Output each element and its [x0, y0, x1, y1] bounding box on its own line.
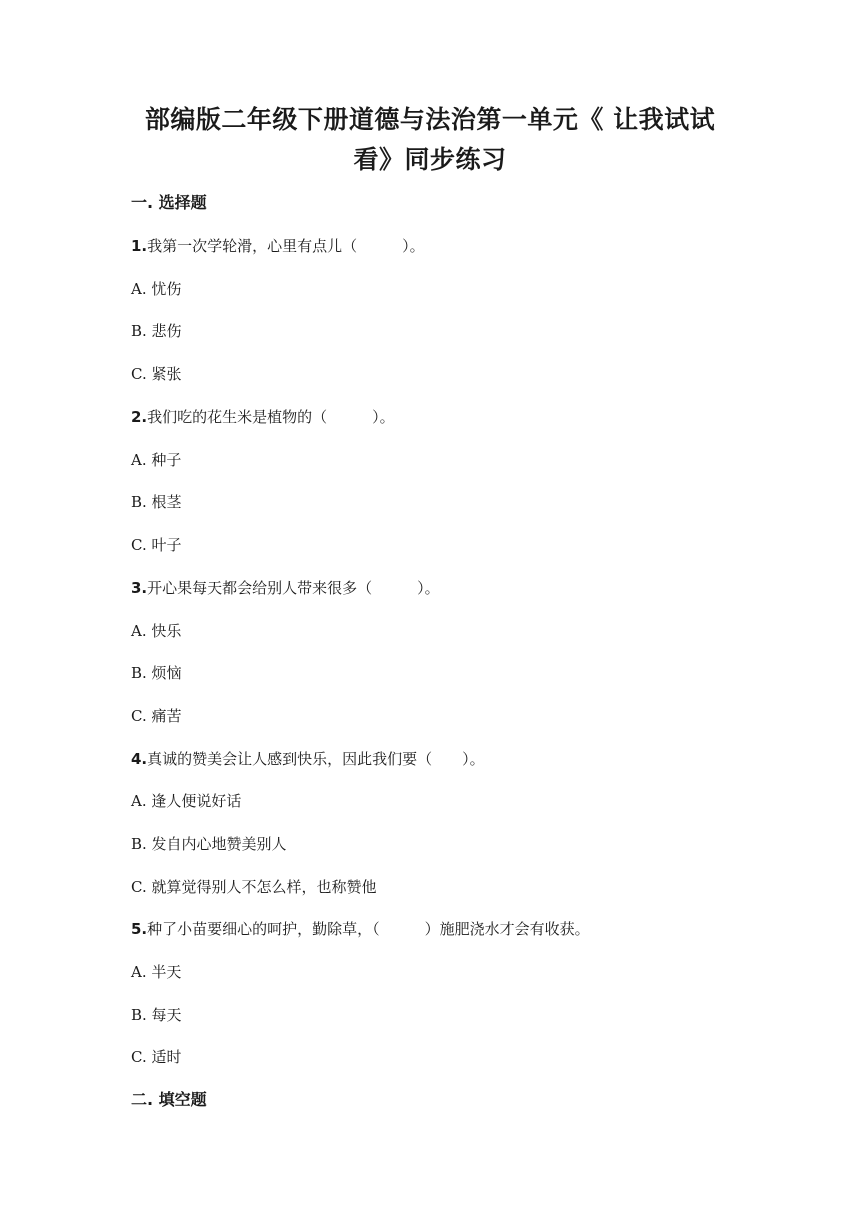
question-text: 种了小苗要细心的呵护，勤除草，（ ）施肥浇水才会有收获。	[147, 920, 590, 938]
question-1-option-c: C. 紧张	[131, 365, 182, 383]
question-text: 我第一次学轮滑，心里有点儿（ ）。	[147, 237, 425, 255]
question-number: 3.	[131, 579, 148, 597]
question-4-option-c: C. 就算觉得别人不怎么样，也称赞他	[131, 878, 377, 896]
question-4-option-a: A. 逢人便说好话	[131, 792, 242, 810]
question-2-option-c: C. 叶子	[131, 536, 182, 554]
question-5-option-a: A. 半天	[131, 963, 182, 981]
document-title	[120, 100, 740, 180]
question-3-option-a: A. 快乐	[131, 622, 182, 640]
question-4-option-b: B. 发自内心地赞美别人	[131, 835, 287, 853]
question-3	[131, 578, 440, 598]
question-5-option-c: C. 适时	[131, 1048, 182, 1066]
question-3-option-c: C. 痛苦	[131, 707, 182, 725]
question-1-option-b: B. 悲伤	[131, 322, 182, 340]
question-text: 我们吃的花生米是植物的（ ）。	[147, 408, 395, 426]
question-number: 2.	[131, 408, 148, 426]
question-number: 1.	[131, 237, 148, 255]
question-3-option-b: B. 烦恼	[131, 664, 182, 682]
question-5	[131, 919, 590, 939]
question-4	[131, 749, 485, 769]
question-number: 5.	[131, 920, 148, 938]
question-text: 真诚的赞美会让人感到快乐，因此我们要（ ）。	[147, 750, 485, 768]
question-1-option-a: A. 忧伤	[131, 280, 182, 298]
question-number: 4.	[131, 750, 148, 768]
question-1	[131, 236, 425, 256]
question-2	[131, 407, 395, 427]
question-text: 开心果每天都会给别人带来很多（ ）。	[147, 579, 440, 597]
section-heading-choice: 一. 选择题	[131, 193, 207, 212]
question-5-option-b: B. 每天	[131, 1006, 182, 1024]
title-line-2: 看》同步练习	[353, 145, 507, 174]
section-heading-fill-blank: 二. 填空题	[131, 1090, 207, 1109]
title-line-1: 部编版二年级下册道德与法治第一单元《 让我试试	[144, 105, 716, 134]
question-2-option-a: A. 种子	[131, 451, 182, 469]
question-2-option-b: B. 根茎	[131, 493, 182, 511]
